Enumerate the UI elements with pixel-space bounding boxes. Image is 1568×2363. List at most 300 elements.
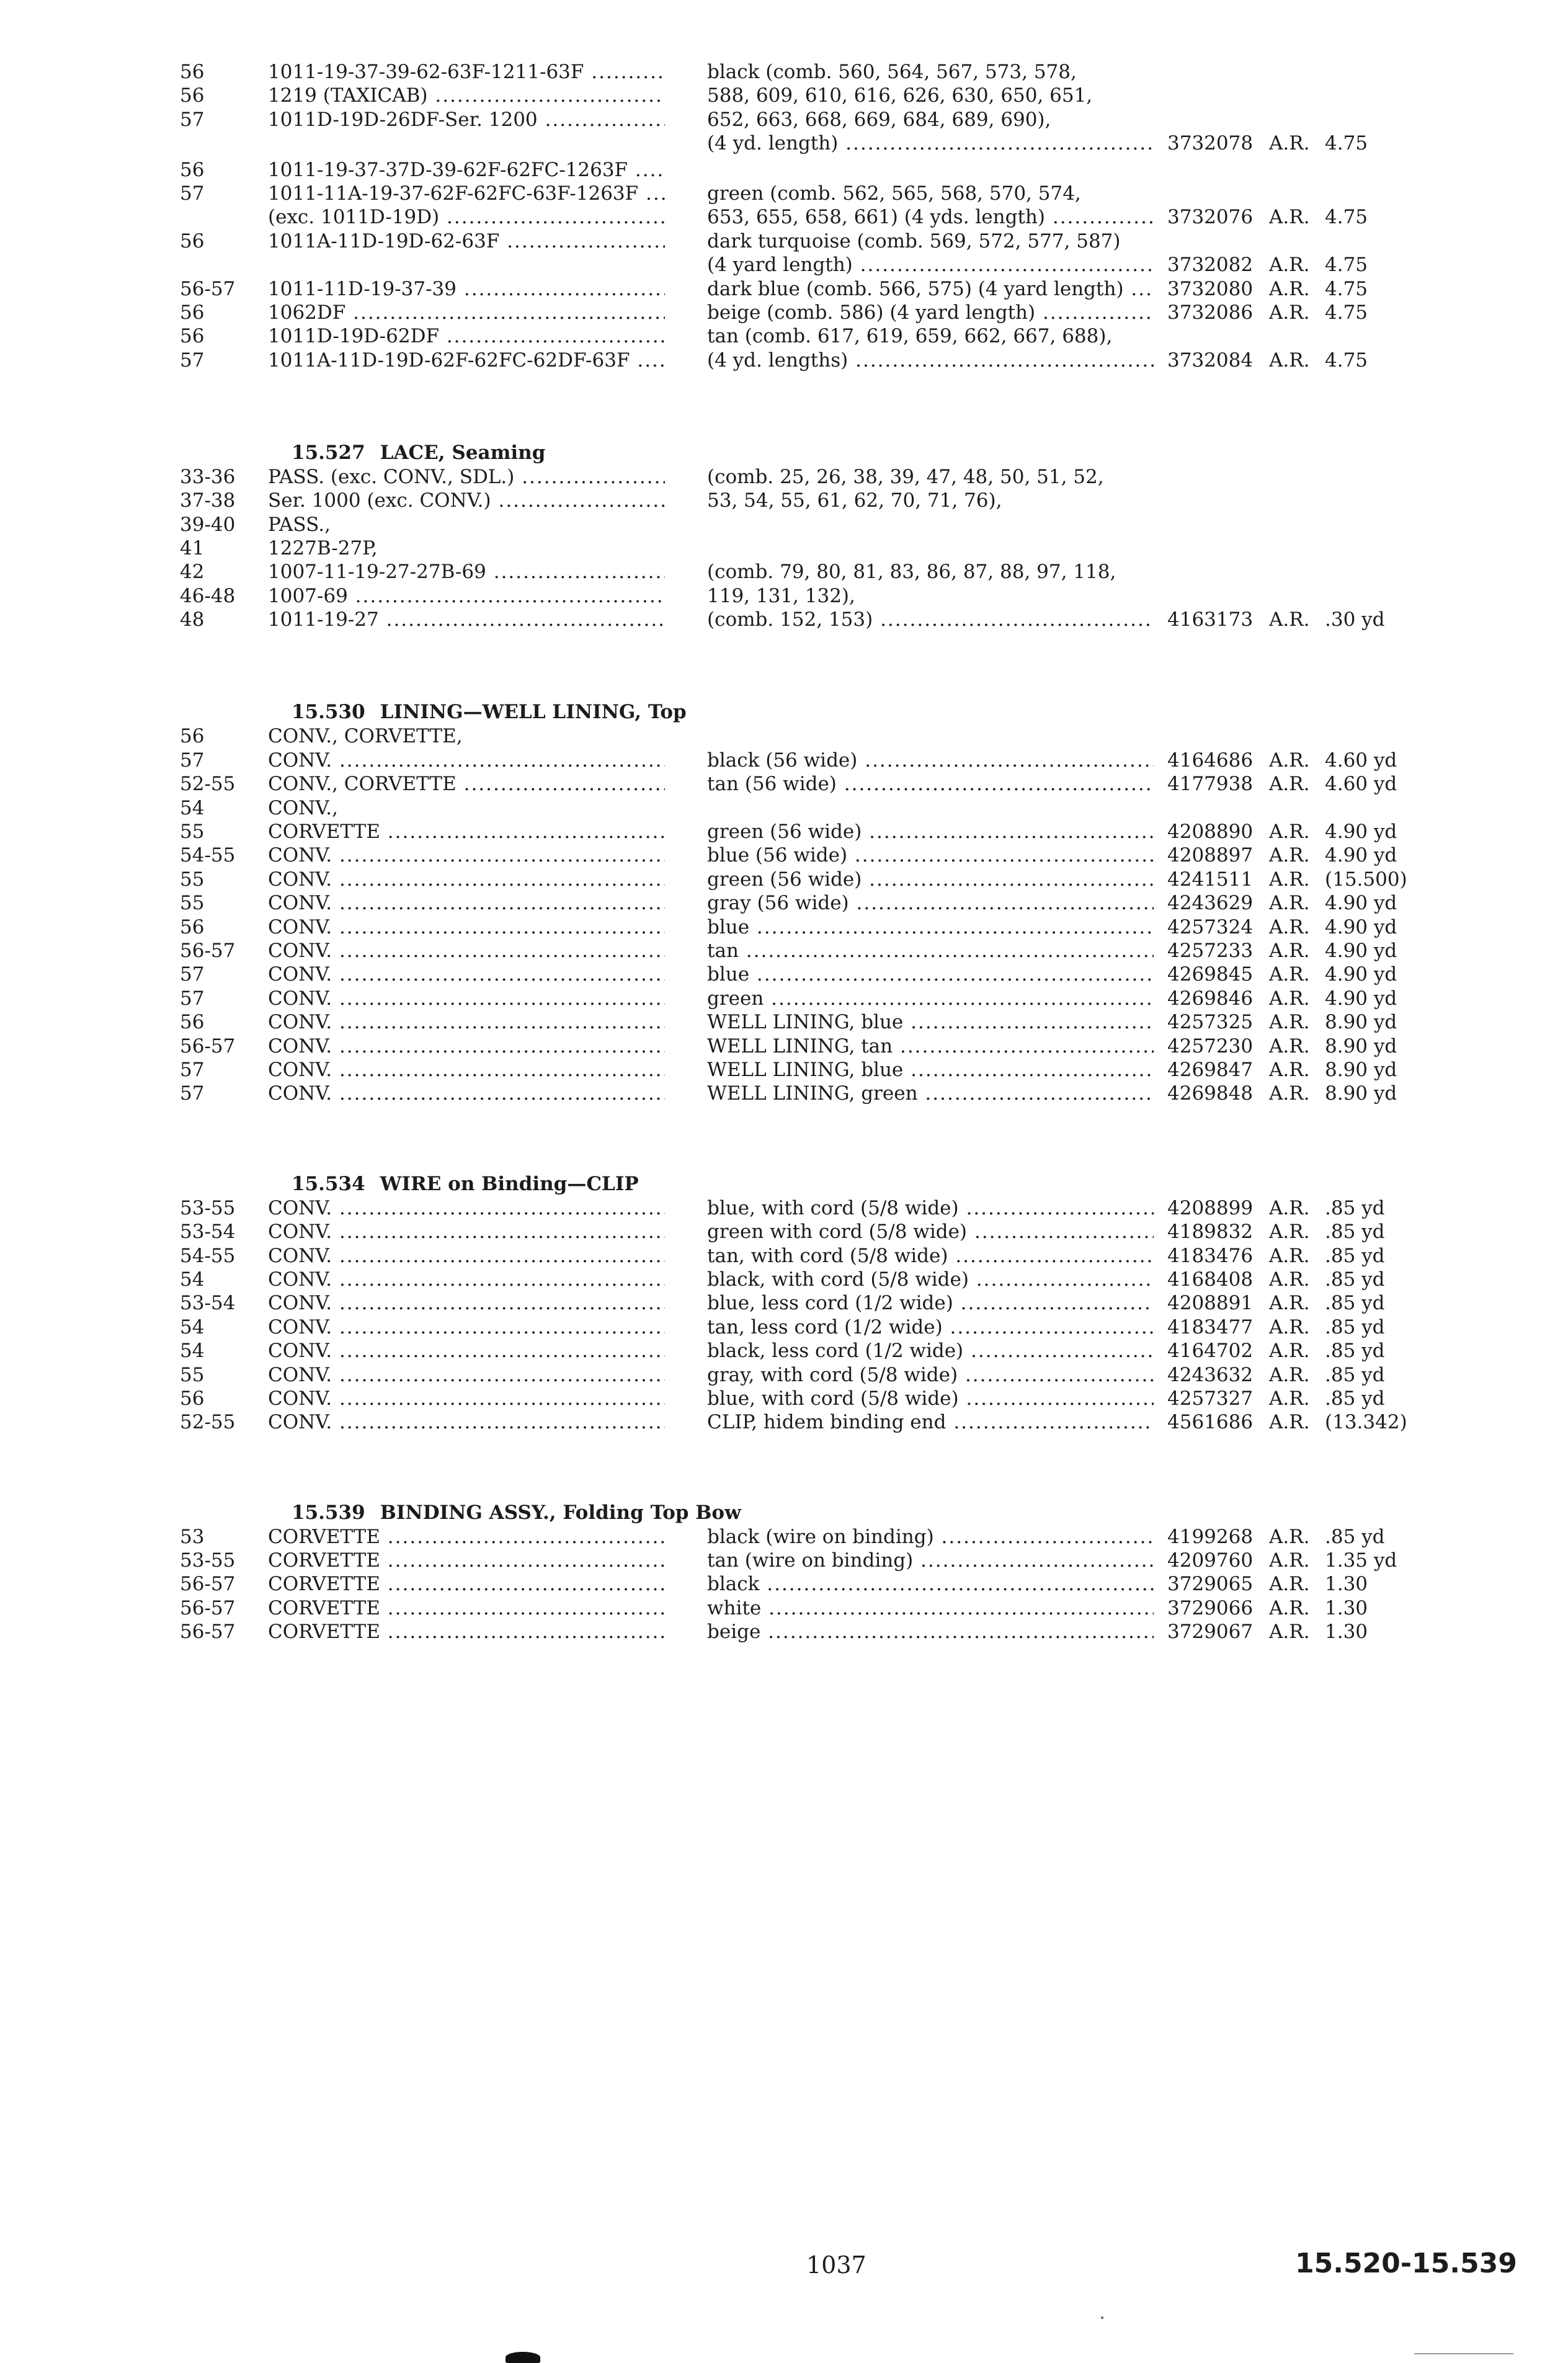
description-cell: blue, with cord (5/8 wide) ..... xyxy=(707,1386,1154,1411)
model-cell: CONV. ..... xyxy=(268,891,665,915)
table-row xyxy=(0,1219,1568,1244)
year-cell: 55 xyxy=(180,892,205,915)
description-cell: (4 yard length) ..... xyxy=(707,252,1154,277)
year-cell: 54 xyxy=(180,1340,205,1363)
table-row xyxy=(0,915,1568,940)
price-cell: 8.90 yd xyxy=(1325,1035,1397,1057)
description-cell: green (comb. 562, 565, 568, 570, 574, xyxy=(707,182,1081,205)
model-cell: 1011-19-27 ..... xyxy=(268,607,665,632)
model-cell: CONV. ..... xyxy=(268,867,665,892)
model-cell: 1007-69 ..... xyxy=(268,584,665,608)
table-row xyxy=(0,986,1568,1011)
table-row xyxy=(0,891,1568,915)
quantity-cell: A.R. xyxy=(1269,301,1310,324)
part-number-cell: 3729065 xyxy=(1167,1573,1254,1596)
quantity-cell: A.R. xyxy=(1269,844,1310,867)
price-cell: .85 yd xyxy=(1325,1221,1385,1244)
description-cell: 652, 663, 668, 669, 684, 689, 690), xyxy=(707,108,1051,131)
description-cell: green with cord (5/8 wide) ..... xyxy=(707,1219,1154,1244)
description-cell: green ..... xyxy=(707,986,1154,1011)
table-row xyxy=(0,300,1568,325)
table-row xyxy=(0,181,1568,206)
price-cell: 1.30 xyxy=(1325,1596,1368,1619)
quantity-cell: A.R. xyxy=(1269,987,1310,1010)
part-number-cell: 4243632 xyxy=(1167,1363,1254,1386)
table-row xyxy=(0,584,1568,608)
table-row xyxy=(0,843,1568,868)
description-cell: WELL LINING, blue ..... xyxy=(707,1010,1154,1035)
section-number: 15.534 xyxy=(292,1172,365,1195)
quantity-cell: A.R. xyxy=(1269,1596,1310,1619)
model-cell: CONV. ..... xyxy=(268,1267,665,1292)
model-cell: CONV. ..... xyxy=(268,1363,665,1387)
description-cell: blue (56 wide) ..... xyxy=(707,843,1154,868)
year-cell: 48 xyxy=(180,608,205,631)
table-row xyxy=(0,1363,1568,1387)
year-cell: 56-57 xyxy=(180,1621,236,1644)
quantity-cell: A.R. xyxy=(1269,1411,1310,1434)
quantity-cell: A.R. xyxy=(1269,1340,1310,1363)
quantity-cell: A.R. xyxy=(1269,1315,1310,1338)
model-cell: 1011D-19D-62DF ..... xyxy=(268,324,665,349)
description-cell: black (wire on binding) ..... xyxy=(707,1524,1154,1549)
description-cell: gray, with cord (5/8 wide) ..... xyxy=(707,1363,1154,1387)
table-row xyxy=(0,1267,1568,1292)
year-cell: 53-54 xyxy=(180,1221,236,1244)
table-row xyxy=(0,607,1568,632)
price-cell: .85 yd xyxy=(1325,1315,1385,1338)
table-row xyxy=(0,83,1568,108)
year-cell: 56-57 xyxy=(180,1573,236,1596)
description-cell: (comb. 25, 26, 38, 39, 47, 48, 50, 51, 52, xyxy=(707,465,1104,488)
section-range: 15.520-15.539 xyxy=(1295,2248,1517,2279)
model-cell: CONV., CORVETTE ..... xyxy=(268,772,665,796)
description-cell: 653, 655, 658, 661) (4 yds. length) ..... xyxy=(707,205,1154,229)
price-cell: 4.60 yd xyxy=(1325,749,1397,772)
model-cell: CONV. ..... xyxy=(268,1057,665,1082)
description-cell: tan, with cord (5/8 wide) ..... xyxy=(707,1244,1154,1268)
price-cell: 1.30 xyxy=(1325,1573,1368,1596)
quantity-cell: A.R. xyxy=(1269,1573,1310,1596)
year-cell: 56 xyxy=(180,229,205,252)
table-row xyxy=(0,488,1568,513)
table-row xyxy=(0,252,1568,277)
model-cell: 1062DF ..... xyxy=(268,300,665,325)
description-cell: black, with cord (5/8 wide) ..... xyxy=(707,1267,1154,1292)
year-cell: 57 xyxy=(180,963,205,986)
section-title: LINING—WELL LINING, Top xyxy=(380,701,687,724)
part-number-cell: 4199268 xyxy=(1167,1525,1254,1548)
description-cell: blue ..... xyxy=(707,915,1154,940)
model-cell: CONV. ..... xyxy=(268,748,665,773)
model-cell: CONV. ..... xyxy=(268,1244,665,1268)
table-row xyxy=(0,512,1568,537)
quantity-cell: A.R. xyxy=(1269,1363,1310,1386)
table-row xyxy=(0,1291,1568,1315)
quantity-cell: A.R. xyxy=(1269,892,1310,915)
year-cell: 52-55 xyxy=(180,1411,236,1434)
year-cell: 53-54 xyxy=(180,1292,236,1315)
model-cell: 1007-11-19-27-27B-69 ..... xyxy=(268,559,665,584)
table-row xyxy=(0,1244,1568,1268)
quantity-cell: A.R. xyxy=(1269,1525,1310,1548)
model-cell: 1011A-11D-19D-62F-62FC-62DF-63F ..... xyxy=(268,348,665,373)
year-cell: 39-40 xyxy=(180,513,236,536)
price-cell: .85 yd xyxy=(1325,1525,1385,1548)
quantity-cell: A.R. xyxy=(1269,1011,1310,1034)
year-cell: 57 xyxy=(180,1059,205,1082)
part-number-cell: 3732080 xyxy=(1167,277,1254,300)
description-cell: WELL LINING, tan ..... xyxy=(707,1034,1154,1059)
description-cell: black (comb. 560, 564, 567, 573, 578, xyxy=(707,61,1077,84)
table-row xyxy=(0,938,1568,963)
year-cell: 57 xyxy=(180,749,205,772)
quantity-cell: A.R. xyxy=(1269,1244,1310,1267)
description-cell: WELL LINING, green ..... xyxy=(707,1081,1154,1106)
description-cell: dark blue (comb. 566, 575) (4 yard length) ..... xyxy=(707,277,1154,301)
part-number-cell: 4164702 xyxy=(1167,1340,1254,1363)
table-row xyxy=(0,277,1568,301)
table-row xyxy=(0,559,1568,584)
model-cell: CONV. ..... xyxy=(268,1219,665,1244)
model-cell: Ser. 1000 (exc. CONV.) ..... xyxy=(268,488,665,513)
model-cell: CORVETTE ..... xyxy=(268,819,665,844)
price-cell: 4.75 xyxy=(1325,132,1368,155)
year-cell: 57 xyxy=(180,349,205,372)
price-cell: .30 yd xyxy=(1325,608,1385,631)
table-row xyxy=(0,796,1568,821)
year-cell: 57 xyxy=(180,1082,205,1105)
price-cell: 4.75 xyxy=(1325,277,1368,300)
part-number-cell: 4208899 xyxy=(1167,1196,1254,1219)
price-cell: 8.90 yd xyxy=(1325,1011,1397,1034)
description-cell: tan (wire on binding) ..... xyxy=(707,1548,1154,1573)
model-cell: CONV. ..... xyxy=(268,1081,665,1106)
model-cell: CONV. ..... xyxy=(268,843,665,868)
part-number-cell: 4257230 xyxy=(1167,1035,1254,1057)
model-cell: CORVETTE ..... xyxy=(268,1548,665,1573)
quantity-cell: A.R. xyxy=(1269,277,1310,300)
year-cell: 53 xyxy=(180,1525,205,1548)
table-row xyxy=(0,962,1568,987)
part-number-cell: 4269848 xyxy=(1167,1082,1254,1105)
year-cell: 56 xyxy=(180,84,205,107)
model-cell: CONV. ..... xyxy=(268,1010,665,1035)
year-cell: 56 xyxy=(180,1387,205,1410)
model-cell: PASS. (exc. CONV., SDL.) ..... xyxy=(268,465,665,489)
model-cell: (exc. 1011D-19D) ..... xyxy=(268,205,665,229)
year-cell: 57 xyxy=(180,108,205,131)
part-number-cell: 4183477 xyxy=(1167,1315,1254,1338)
description-cell: blue, with cord (5/8 wide) ..... xyxy=(707,1196,1154,1221)
description-cell: beige (comb. 586) (4 yard length) ..... xyxy=(707,300,1154,325)
description-cell: (comb. 152, 153) ..... xyxy=(707,607,1154,632)
section-title: WIRE on Binding—CLIP xyxy=(380,1172,639,1195)
section-title: BINDING ASSY., Folding Top Bow xyxy=(380,1501,741,1524)
part-number-cell: 4183476 xyxy=(1167,1244,1254,1267)
description-cell: tan ..... xyxy=(707,938,1154,963)
table-row xyxy=(0,107,1568,132)
price-cell: 1.30 xyxy=(1325,1621,1368,1644)
table-row xyxy=(0,1081,1568,1106)
price-cell: (15.500) xyxy=(1325,868,1407,891)
quantity-cell: A.R. xyxy=(1269,1621,1310,1644)
model-cell: 1011-19-37-37D-39-62F-62FC-1263F ..... xyxy=(268,158,665,182)
part-number-cell: 3732082 xyxy=(1167,254,1254,277)
description-cell: tan (56 wide) ..... xyxy=(707,772,1154,796)
price-cell: 4.90 yd xyxy=(1325,915,1397,938)
price-cell: 4.75 xyxy=(1325,254,1368,277)
description-cell: beige ..... xyxy=(707,1619,1154,1644)
model-cell: CONV. ..... xyxy=(268,1196,665,1221)
part-number-cell: 4269846 xyxy=(1167,987,1254,1010)
quantity-cell: A.R. xyxy=(1269,608,1310,631)
model-cell: 1227B-27P, xyxy=(268,537,378,560)
price-cell: 4.90 yd xyxy=(1325,892,1397,915)
table-row xyxy=(0,205,1568,229)
model-cell: CONV. ..... xyxy=(268,915,665,940)
part-number-cell: 4208897 xyxy=(1167,844,1254,867)
quantity-cell: A.R. xyxy=(1269,1387,1310,1410)
year-cell: 56 xyxy=(180,915,205,938)
model-cell: 1011A-11D-19D-62-63F ..... xyxy=(268,229,665,254)
table-row xyxy=(0,1410,1568,1435)
description-cell: green (56 wide) ..... xyxy=(707,867,1154,892)
price-cell: .85 yd xyxy=(1325,1387,1385,1410)
model-cell: CONV. ..... xyxy=(268,1386,665,1411)
year-cell: 56 xyxy=(180,61,205,84)
description-cell: tan, less cord (1/2 wide) ..... xyxy=(707,1315,1154,1340)
part-number-cell: 3732084 xyxy=(1167,349,1254,372)
table-row xyxy=(0,348,1568,373)
year-cell: 56-57 xyxy=(180,940,236,963)
table-row xyxy=(0,772,1568,796)
description-cell: blue, less cord (1/2 wide) ..... xyxy=(707,1291,1154,1315)
model-cell: CONV. ..... xyxy=(268,1338,665,1363)
description-cell: 588, 609, 610, 616, 626, 630, 650, 651, xyxy=(707,84,1093,107)
table-row xyxy=(0,1196,1568,1221)
part-number-cell: 4257327 xyxy=(1167,1387,1254,1410)
quantity-cell: A.R. xyxy=(1269,868,1310,891)
model-cell: CONV. ..... xyxy=(268,1034,665,1059)
price-cell: .85 yd xyxy=(1325,1196,1385,1219)
table-row xyxy=(0,748,1568,773)
year-cell: 55 xyxy=(180,868,205,891)
year-cell: 55 xyxy=(180,1363,205,1386)
section-heading xyxy=(292,1499,741,1526)
model-cell: 1011-19-37-39-62-63F-1211-63F ..... xyxy=(268,60,665,84)
price-cell: 8.90 yd xyxy=(1325,1059,1397,1082)
quantity-cell: A.R. xyxy=(1269,821,1310,843)
table-row xyxy=(0,1338,1568,1363)
year-cell: 57 xyxy=(180,182,205,205)
part-number-cell: 4209760 xyxy=(1167,1549,1254,1572)
table-row xyxy=(0,536,1568,561)
year-cell: 42 xyxy=(180,561,205,584)
price-cell: 4.90 yd xyxy=(1325,963,1397,986)
quantity-cell: A.R. xyxy=(1269,1268,1310,1291)
year-cell: 56 xyxy=(180,158,205,181)
year-cell: 41 xyxy=(180,537,205,560)
part-number-cell: 4257325 xyxy=(1167,1011,1254,1034)
page-number: 1037 xyxy=(806,2251,866,2279)
table-row xyxy=(0,819,1568,844)
part-number-cell: 4561686 xyxy=(1167,1411,1254,1434)
model-cell: CONV. ..... xyxy=(268,1315,665,1340)
part-number-cell: 4269845 xyxy=(1167,963,1254,986)
model-cell: CONV. ..... xyxy=(268,938,665,963)
part-number-cell: 4164686 xyxy=(1167,749,1254,772)
part-number-cell: 4168408 xyxy=(1167,1268,1254,1291)
section-number: 15.527 xyxy=(292,441,365,464)
model-cell: 1011-11D-19-37-39 ..... xyxy=(268,277,665,301)
model-cell: 1011-11A-19-37-62F-62FC-63F-1263F ..... xyxy=(268,181,665,206)
part-number-cell: 4177938 xyxy=(1167,773,1254,796)
part-number-cell: 4257233 xyxy=(1167,940,1254,963)
model-cell: CONV. ..... xyxy=(268,1410,665,1435)
year-cell: 33-36 xyxy=(180,465,236,488)
table-row xyxy=(0,1010,1568,1035)
description-cell: CLIP, hidem binding end ..... xyxy=(707,1410,1154,1435)
year-cell: 56 xyxy=(180,1011,205,1034)
table-row xyxy=(0,1386,1568,1411)
price-cell: 4.90 yd xyxy=(1325,940,1397,963)
section-heading xyxy=(292,1170,639,1198)
quantity-cell: A.R. xyxy=(1269,1035,1310,1057)
price-cell: 4.75 xyxy=(1325,349,1368,372)
table-row xyxy=(0,1572,1568,1596)
quantity-cell: A.R. xyxy=(1269,1221,1310,1244)
model-cell: CONV. ..... xyxy=(268,986,665,1011)
ink-blot xyxy=(506,2352,540,2363)
table-row xyxy=(0,1524,1568,1549)
price-cell: 8.90 yd xyxy=(1325,1082,1397,1105)
year-cell: 53-55 xyxy=(180,1549,236,1572)
quantity-cell: A.R. xyxy=(1269,1059,1310,1082)
year-cell: 53-55 xyxy=(180,1196,236,1219)
table-row xyxy=(0,131,1568,156)
quantity-cell: A.R. xyxy=(1269,1082,1310,1105)
price-cell: .85 yd xyxy=(1325,1244,1385,1267)
quantity-cell: A.R. xyxy=(1269,1292,1310,1315)
part-number-cell: 4208890 xyxy=(1167,821,1254,843)
section-number: 15.530 xyxy=(292,701,365,724)
model-cell: 1011D-19D-26DF-Ser. 1200 ..... xyxy=(268,107,665,132)
description-cell: white ..... xyxy=(707,1596,1154,1621)
year-cell: 56-57 xyxy=(180,1035,236,1057)
year-cell: 54 xyxy=(180,1268,205,1291)
table-row xyxy=(0,324,1568,349)
year-cell: 46-48 xyxy=(180,584,236,607)
quantity-cell: A.R. xyxy=(1269,963,1310,986)
table-row xyxy=(0,1548,1568,1573)
year-cell: 37-38 xyxy=(180,489,236,512)
part-number-cell: 4257324 xyxy=(1167,915,1254,938)
price-cell: 1.35 yd xyxy=(1325,1549,1397,1572)
table-row xyxy=(0,724,1568,749)
part-number-cell: 3729066 xyxy=(1167,1596,1254,1619)
part-number-cell: 3732078 xyxy=(1167,132,1254,155)
table-row xyxy=(0,1619,1568,1644)
model-cell: 1219 (TAXICAB) ..... xyxy=(268,83,665,108)
year-cell: 57 xyxy=(180,987,205,1010)
price-cell: .85 yd xyxy=(1325,1268,1385,1291)
price-cell: 4.90 yd xyxy=(1325,821,1397,843)
quantity-cell: A.R. xyxy=(1269,749,1310,772)
part-number-cell: 4269847 xyxy=(1167,1059,1254,1082)
model-cell: CONV. ..... xyxy=(268,1291,665,1315)
model-cell: CORVETTE ..... xyxy=(268,1619,665,1644)
part-number-cell: 3732086 xyxy=(1167,301,1254,324)
price-cell: 4.60 yd xyxy=(1325,773,1397,796)
price-cell: .85 yd xyxy=(1325,1363,1385,1386)
description-cell: green (56 wide) ..... xyxy=(707,819,1154,844)
part-number-cell: 4163173 xyxy=(1167,608,1254,631)
description-cell: 53, 54, 55, 61, 62, 70, 71, 76), xyxy=(707,489,1002,512)
description-cell: 119, 131, 132), xyxy=(707,584,855,607)
year-cell: 52-55 xyxy=(180,773,236,796)
quantity-cell: A.R. xyxy=(1269,940,1310,963)
price-cell: 4.75 xyxy=(1325,301,1368,324)
table-row xyxy=(0,867,1568,892)
price-cell: 4.90 yd xyxy=(1325,844,1397,867)
quantity-cell: A.R. xyxy=(1269,254,1310,277)
year-cell: 54 xyxy=(180,796,205,819)
description-cell: (comb. 79, 80, 81, 83, 86, 87, 88, 97, 118, xyxy=(707,561,1116,584)
model-cell: CORVETTE ..... xyxy=(268,1524,665,1549)
scan-speck xyxy=(1101,2316,1103,2319)
scan-speck xyxy=(1414,2353,1513,2354)
description-cell: (4 yd. lengths) ..... xyxy=(707,348,1154,373)
model-cell: CONV., CORVETTE, xyxy=(268,725,463,748)
table-row xyxy=(0,1057,1568,1082)
model-cell: CORVETTE ..... xyxy=(268,1572,665,1596)
year-cell: 55 xyxy=(180,821,205,843)
description-cell: (4 yd. length) ..... xyxy=(707,131,1154,156)
price-cell: .85 yd xyxy=(1325,1292,1385,1315)
section-heading xyxy=(292,439,545,466)
quantity-cell: A.R. xyxy=(1269,1196,1310,1219)
quantity-cell: A.R. xyxy=(1269,773,1310,796)
year-cell: 54 xyxy=(180,1315,205,1338)
section-heading xyxy=(292,698,687,726)
part-number-cell: 3729067 xyxy=(1167,1621,1254,1644)
part-number-cell: 3732076 xyxy=(1167,206,1254,229)
table-row xyxy=(0,60,1568,84)
model-cell: CONV., xyxy=(268,796,338,819)
table-row xyxy=(0,1315,1568,1340)
year-cell: 56-57 xyxy=(180,277,236,300)
year-cell: 54-55 xyxy=(180,844,236,867)
quantity-cell: A.R. xyxy=(1269,206,1310,229)
year-cell: 56 xyxy=(180,725,205,748)
year-cell: 56-57 xyxy=(180,1596,236,1619)
table-row xyxy=(0,229,1568,254)
description-cell: gray (56 wide) ..... xyxy=(707,891,1154,915)
year-cell: 56 xyxy=(180,325,205,348)
model-cell: PASS., xyxy=(268,513,331,536)
section-number: 15.539 xyxy=(292,1501,365,1524)
table-row xyxy=(0,1034,1568,1059)
description-cell: blue ..... xyxy=(707,962,1154,987)
part-number-cell: 4208891 xyxy=(1167,1292,1254,1315)
quantity-cell: A.R. xyxy=(1269,132,1310,155)
description-cell: dark turquoise (comb. 569, 572, 577, 587) xyxy=(707,229,1121,252)
part-number-cell: 4189832 xyxy=(1167,1221,1254,1244)
price-cell: 4.90 yd xyxy=(1325,987,1397,1010)
table-row xyxy=(0,465,1568,489)
year-cell: 54-55 xyxy=(180,1244,236,1267)
